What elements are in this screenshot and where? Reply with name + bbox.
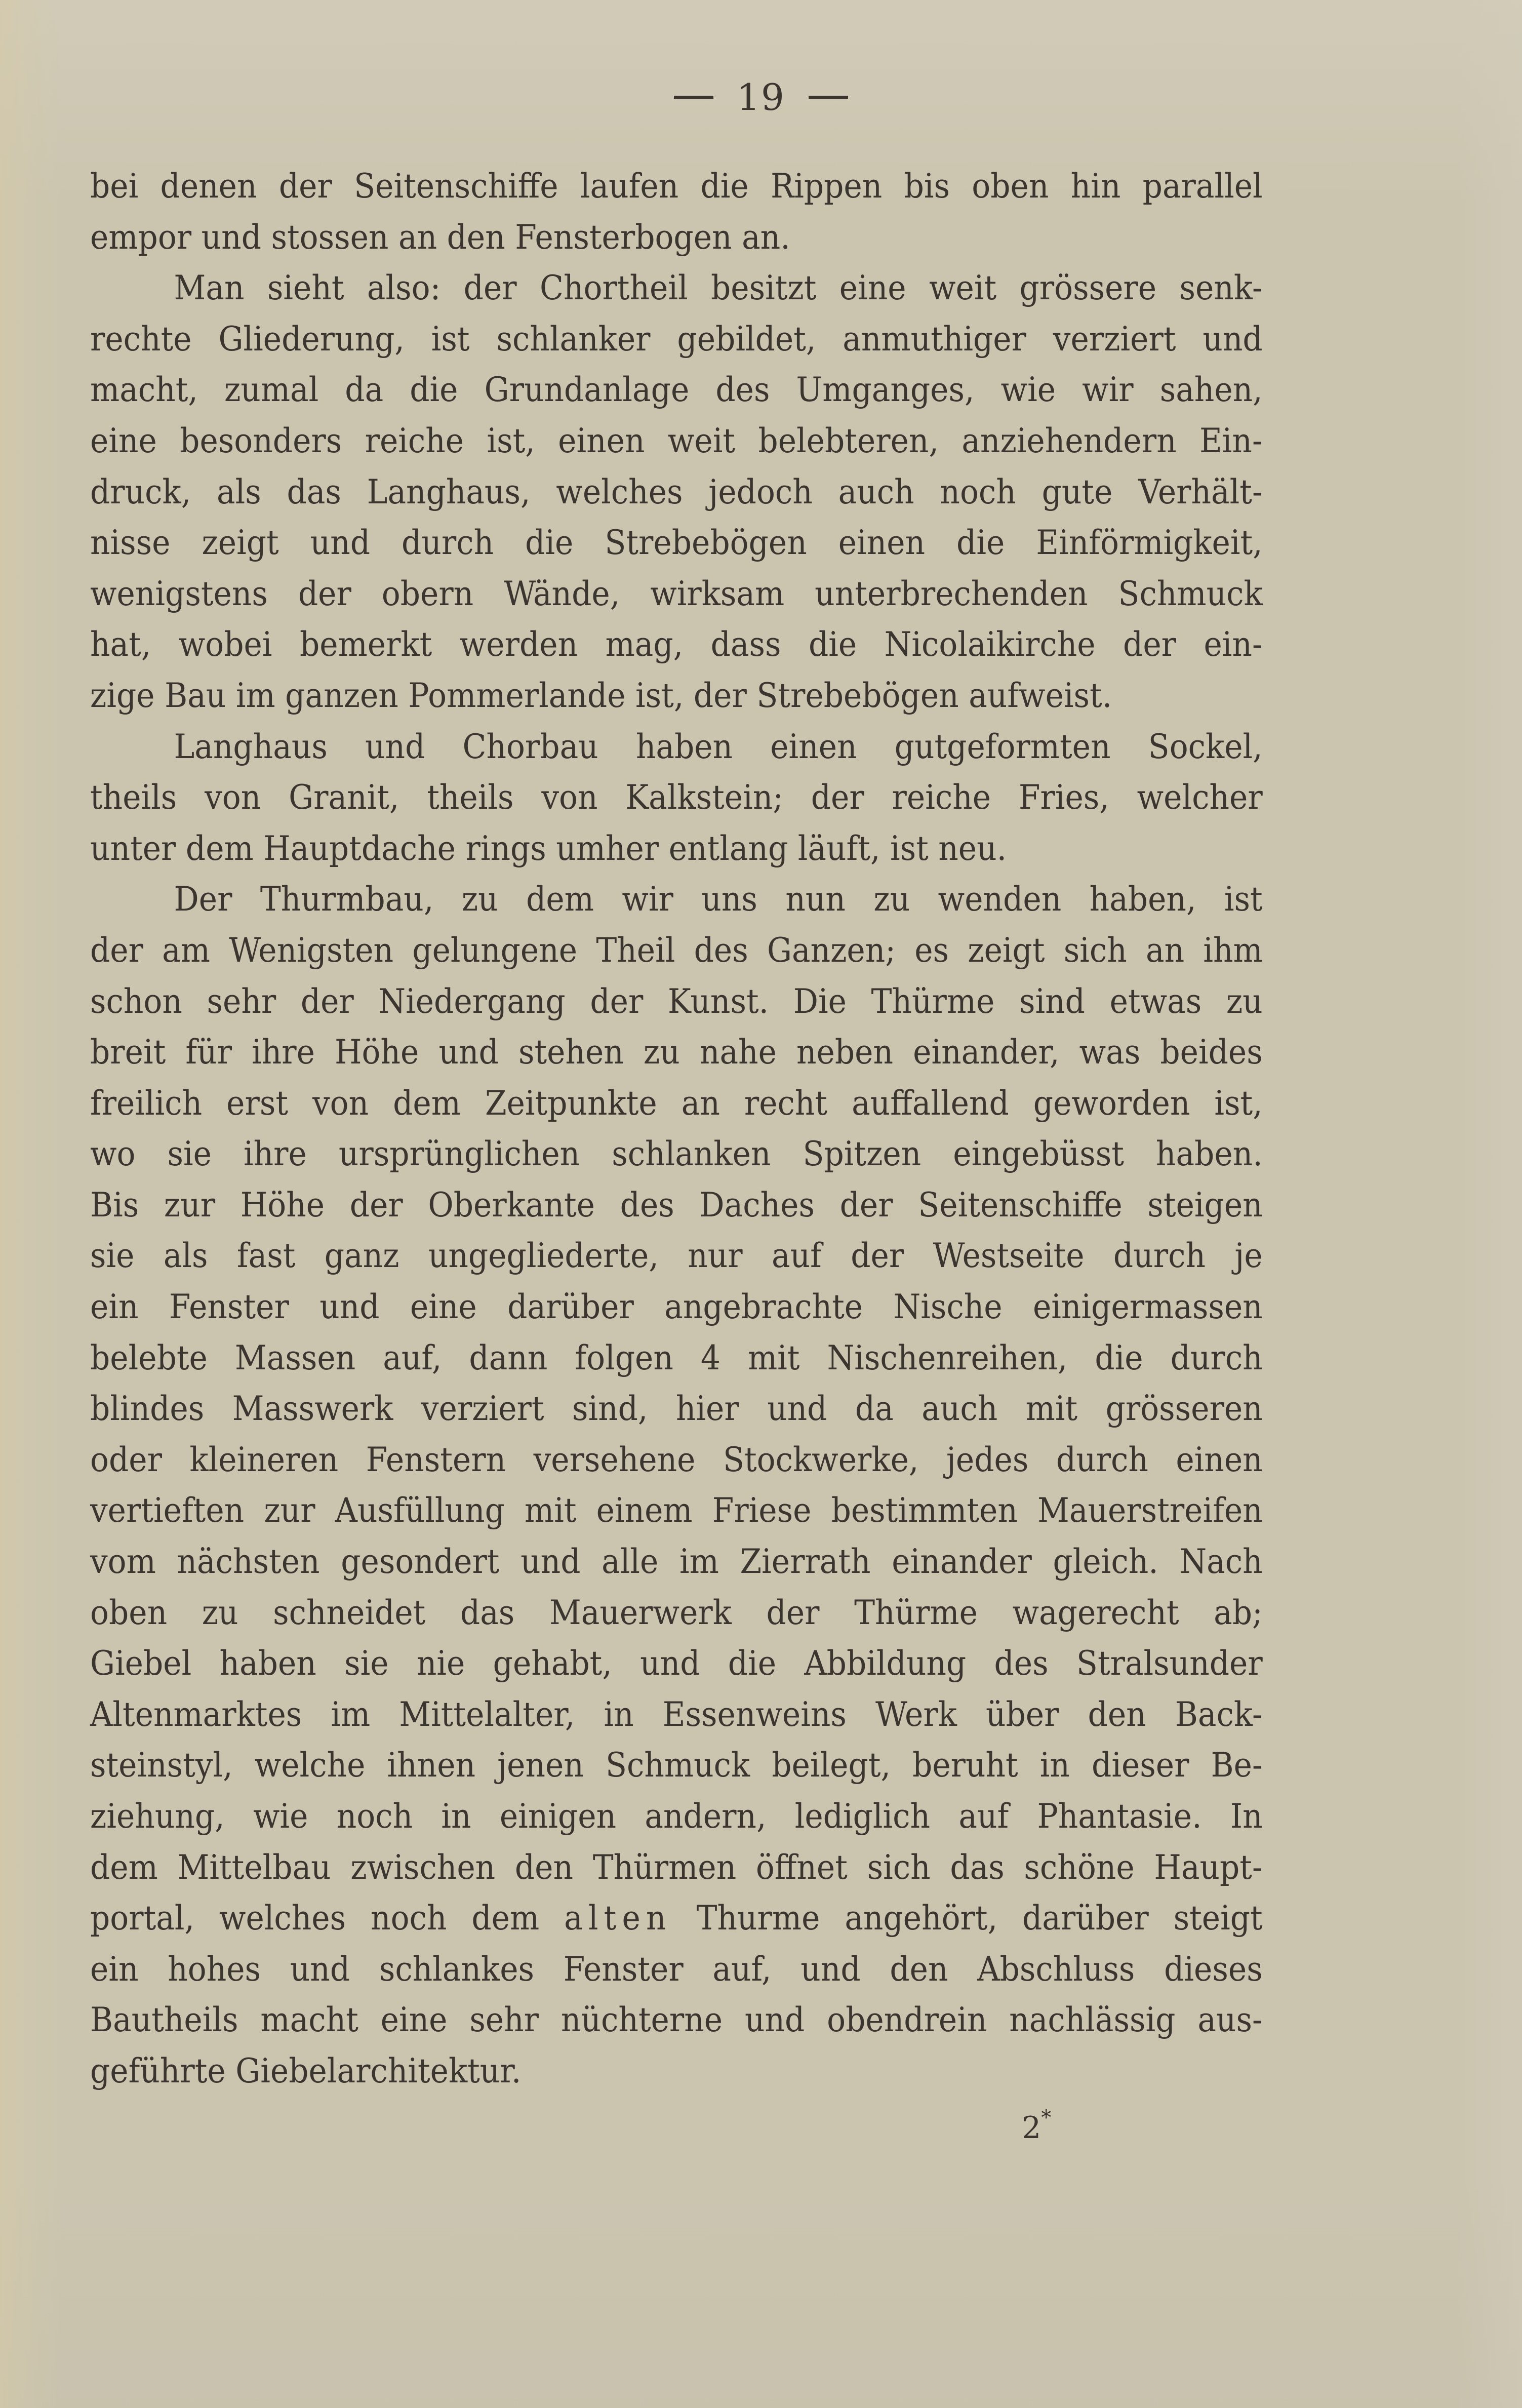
text-line-with-emphasis	[90, 1893, 1263, 1944]
text-line: bei denen der Seitenschiffe laufen die Rippen bis oben hin parallel	[90, 167, 1263, 206]
text-line: macht, zumal da die Grundanlage des Umganges, wie wir sahen,	[90, 370, 1263, 410]
text-line: Altenmarktes im Mittelalter, in Essenweins Werk über den Back-	[90, 1694, 1263, 1734]
text-line: ziehung, wie noch in einigen andern, lediglich auf Phantasie. In	[90, 1797, 1263, 1836]
page-number-dash-left	[674, 96, 713, 99]
text-fragment: Thurme angehört, darüber steigt	[671, 1899, 1263, 1938]
text-line: steinstyl, welche ihnen jenen Schmuck beilegt, beruht in dieser Be-	[90, 1746, 1263, 1785]
text-line: geführte Giebelarchitektur.	[90, 2051, 522, 2090]
emphasized-word: alten	[564, 1899, 672, 1938]
text-line: oben zu schneidet das Mauerwerk der Thürme wagerecht ab;	[90, 1593, 1263, 1632]
text-line: ein hohes und schlankes Fenster auf, und den Abschluss dieses	[90, 1949, 1263, 1989]
text-line: vom nächsten gesondert und alle im Zierrath einander gleich. Nach	[90, 1542, 1263, 1582]
text-line: sie als fast ganz ungegliederte, nur auf der Westseite durch je	[90, 1236, 1263, 1276]
text-line: wenigstens der obern Wände, wirksam unterbrechenden Schmuck	[90, 574, 1263, 613]
text-line: Langhaus und Chorbau haben einen gutgeformten Sockel,	[174, 727, 1263, 766]
text-line: druck, als das Langhaus, welches jedoch auch noch gute Verhält-	[90, 472, 1263, 511]
text-line: vertieften zur Ausfüllung mit einem Friese bestimmten Mauerstreifen	[90, 1491, 1263, 1530]
page-number-dash-right	[809, 96, 848, 99]
text-line: schon sehr der Niedergang der Kunst. Die Thürme sind etwas zu	[90, 981, 1263, 1021]
text-line: dem Mittelbau zwischen den Thürmen öffnet sich das schöne Haupt-	[90, 1847, 1263, 1887]
text-line: Man sieht also: der Chortheil besitzt eine weit grössere senk-	[174, 268, 1263, 308]
text-line: zige Bau im ganzen Pommerlande ist, der Strebebögen aufweist.	[90, 676, 1112, 715]
signature-number: 2	[1022, 2110, 1042, 2146]
text-line: hat, wobei bemerkt werden mag, dass die Nicolaikirche der ein-	[90, 625, 1263, 664]
text-fragment: portal, welches noch dem	[90, 1899, 565, 1938]
text-line: ein Fenster und eine darüber angebrachte Nische einigermassen	[90, 1287, 1263, 1327]
text-line: Giebel haben sie nie gehabt, und die Abbildung des Stralsunder	[90, 1644, 1263, 1683]
page-number-value: 19	[737, 76, 785, 119]
page-number	[0, 76, 1522, 119]
text-line: theils von Granit, theils von Kalkstein; der reiche Fries, welcher	[90, 778, 1263, 817]
text-line: Der Thurmbau, zu dem wir uns nun zu wenden haben, ist	[174, 880, 1263, 919]
text-line: freilich erst von dem Zeitpunkte an recht auffallend geworden ist,	[90, 1083, 1263, 1123]
signature-star: *	[1041, 2106, 1052, 2129]
text-line: unter dem Hauptdache rings umher entlang läuft, ist neu.	[90, 828, 1007, 868]
text-line: rechte Gliederung, ist schlanker gebildet, anmuthiger verziert und	[90, 319, 1263, 359]
text-line: nisse zeigt und durch die Strebebögen einen die Einförmigkeit,	[90, 523, 1263, 563]
text-line: oder kleineren Fenstern versehene Stockwerke, jedes durch einen	[90, 1440, 1263, 1479]
text-line: blindes Masswerk verziert sind, hier und da auch mit grösseren	[90, 1389, 1263, 1429]
text-line: Bautheils macht eine sehr nüchterne und obendrein nachlässig aus-	[90, 2000, 1263, 2040]
text-line: breit für ihre Höhe und stehen zu nahe neben einander, was beides	[90, 1033, 1263, 1072]
text-line: wo sie ihre ursprünglichen schlanken Spitzen eingebüsst haben.	[90, 1134, 1263, 1174]
text-line: eine besonders reiche ist, einen weit belebteren, anziehendern Ein-	[90, 421, 1263, 460]
printer-signature-mark	[1022, 2106, 1052, 2146]
text-line: Bis zur Höhe der Oberkante des Daches der Seitenschiffe steigen	[90, 1185, 1263, 1225]
text-line: empor und stossen an den Fensterbogen an.	[90, 217, 790, 257]
text-line: belebte Massen auf, dann folgen 4 mit Nischenreihen, die durch	[90, 1338, 1263, 1377]
body-text	[90, 161, 1263, 2097]
text-line: der am Wenigsten gelungene Theil des Ganzen; es zeigt sich an ihm	[90, 930, 1263, 970]
